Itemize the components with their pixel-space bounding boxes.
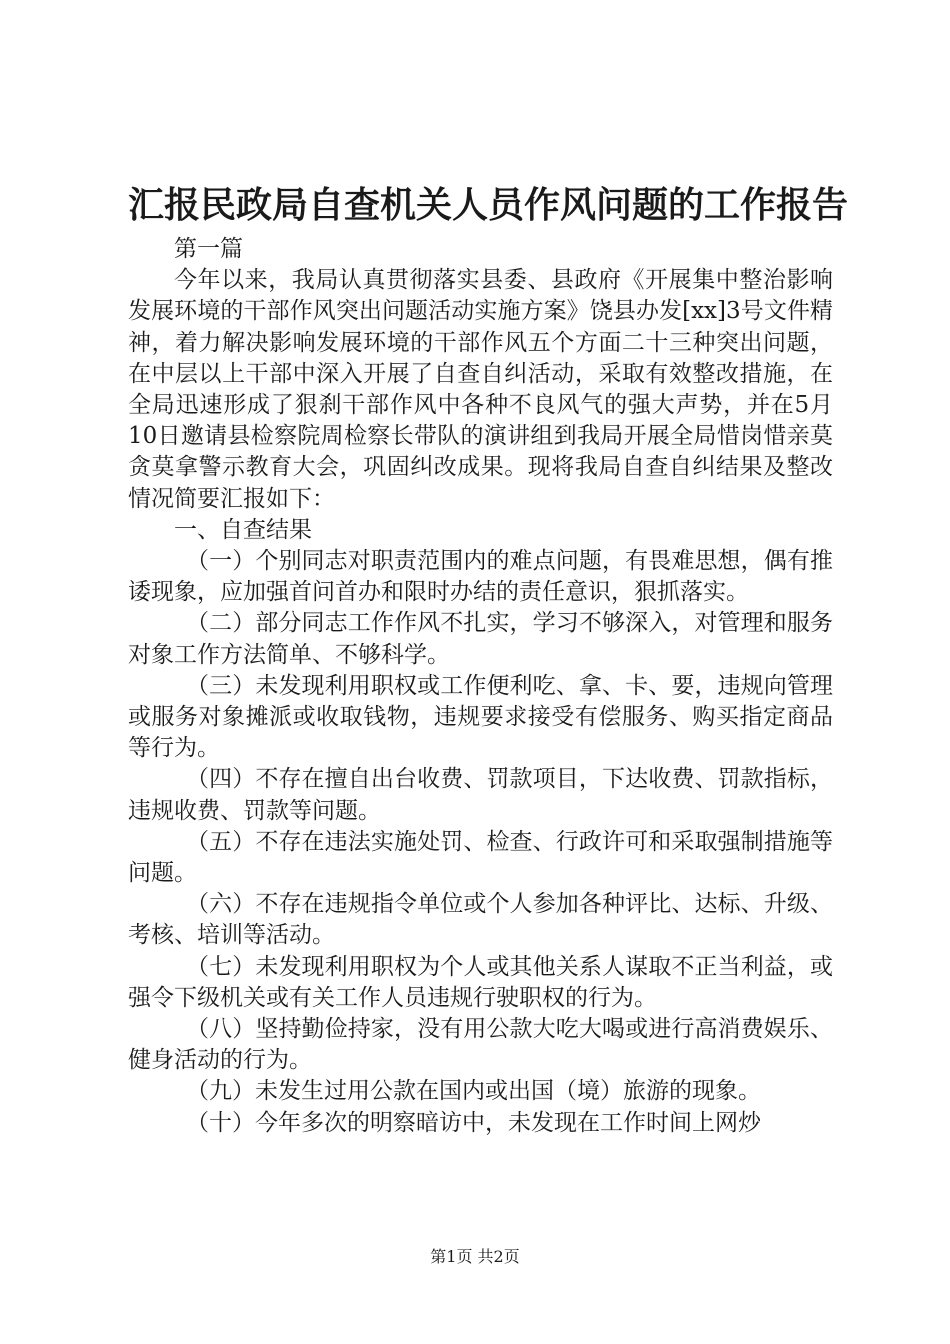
document-body: [128, 234, 833, 1139]
list-item: （五）不存在违法实施处罚、检查、行政许可和采取强制措施等问题。: [128, 828, 833, 887]
page-footer: 第1页 共2页: [430, 1247, 520, 1266]
list-item: （八）坚持勤俭持家，没有用公款大吃大喝或进行高消费娱乐、健身活动的行为。: [128, 1016, 833, 1074]
list-item: （三）未发现利用职权或工作便利吃、拿、卡、要，违规向管理或服务对象摊派或收取钱物，违规要求接受有偿服务、购买指定商品等行为。: [128, 672, 833, 762]
list-item: （六）不存在违规指令单位或个人参加各种评比、达标、升级、考核、培训等活动。: [128, 891, 833, 949]
section-label: 第一篇: [174, 236, 243, 262]
intro-paragraph: 今年以来，我局认真贯彻落实县委、县政府《开展集中整治影响发展环境的干部作风突出问题活动实施方案》饶县办发[xx]3号文件精神，着力解决影响发展环境的干部作风五个方面二十三种突出问题，在中层以上干部中深入开展了自查自纠活动，采取有效整改措施，在全局迅速形成了狠刹干部作风中各种不良风气的强大声势，并在5月10日邀请县检察院周检察长带队的演讲组到我局开展全局惜岗惜亲莫贪莫拿警示教育大会，巩固纠改成果。现将我局自查自纠结果及整改情况简要汇报如下：: [128, 267, 833, 512]
list-item: （七）未发现利用职权为个人或其他关系人谋取不正当利益，或强令下级机关或有关工作人员违规行驶职权的行为。: [128, 953, 833, 1011]
list-item: （九）未发生过用公款在国内或出国（境）旅游的现象。: [186, 1078, 761, 1105]
document-title: 汇报民政局自查机关人员作风问题的工作报告: [128, 184, 849, 226]
list-item: （二）部分同志工作作风不扎实，学习不够深入，对管理和服务对象工作方法简单、不够科学。: [128, 610, 833, 668]
section-heading: 一、自查结果: [174, 516, 312, 543]
list-item: （十）今年多次的明察暗访中，未发现在工作时间上网炒: [186, 1109, 761, 1136]
list-item: （四）不存在擅自出台收费、罚款项目，下达收费、罚款指标，违规收费、罚款等问题。: [128, 766, 833, 824]
list-item: （一）个别同志对职责范围内的难点问题，有畏难思想，偶有推诿现象，应加强首问首办和限时办结的责任意识，狠抓落实。: [128, 548, 833, 606]
